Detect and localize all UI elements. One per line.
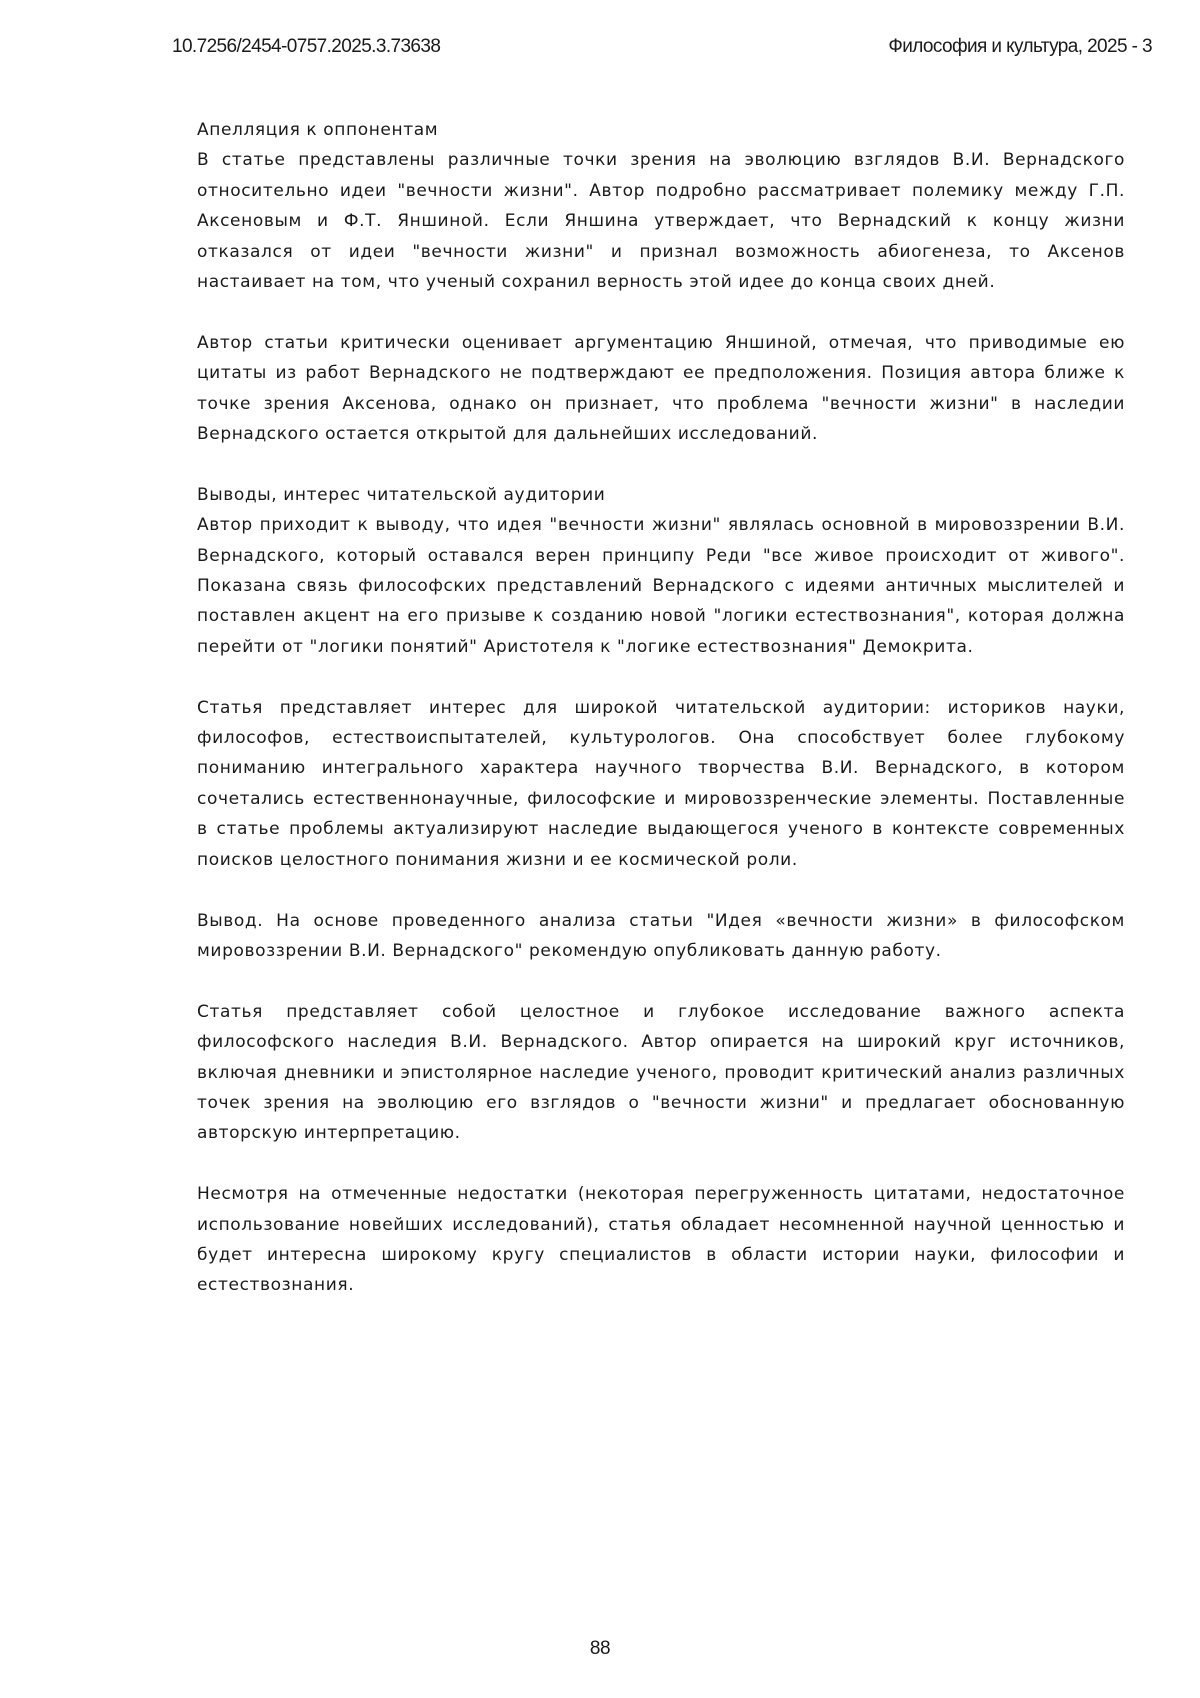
recommendation-paragraph: Вывод. На основе проведенного анализа статьи "Идея «вечности жизни» в философском мировоззрении В.И. Вернадского" рекомендую опубликовать данную работу. [197,906,1125,967]
page-number: 88 [0,1638,1200,1660]
journal-title: Философия и культура, 2025 - 3 [888,36,1152,58]
page-header [172,36,1152,62]
review-body [197,115,1125,1331]
conclusions-paragraph: Автор приходит к выводу, что идея "вечности жизни" являлась основной в мировоззрении В.И. Вернадского, который оставался верен принципу Реди "все живое происходит от живого". Показана связь философских представлений Вернадского с идеями античных мыслителей и поставлен акцент на его призыве к созданию новой "логики естествознания", которая должна перейти от "логики понятий" Аристотеля к "логике естествознания" Демокрита. [197,510,1125,662]
appeal-paragraph: В статье представлены различные точки зрения на эволюцию взглядов В.И. Вернадского относительно идеи "вечности жизни". Автор подробно рассматривает полемику между Г.П. Аксеновым и Ф.Т. Яншиной. Если Яншина утверждает, что Вернадский к концу жизни отказался от идеи "вечности жизни" и признал возможность абиогенеза, то Аксенов настаивает на том, что ученый сохранил верность этой идее до конца своих дней. [197,145,1125,297]
critique-paragraph: Автор статьи критически оценивает аргументацию Яншиной, отмечая, что приводимые ею цитаты из работ Вернадского не подтверждают ее предположения. Позиция автора ближе к точке зрения Аксенова, однако он признает, что проблема "вечности жизни" в наследии Вернадского остается открытой для дальнейших исследований. [197,328,1125,450]
assessment-paragraph: Статья представляет собой целостное и глубокое исследование важного аспекта философского наследия В.И. Вернадского. Автор опирается на широкий круг источников, включая дневники и эпистолярное наследие ученого, проводит критический анализ различных точек зрения на эволюцию его взглядов о "вечности жизни" и предлагает обоснованную авторскую интерпретацию. [197,997,1125,1149]
doi-label: 10.7256/2454-0757.2025.3.73638 [172,36,440,58]
conclusions-heading: Выводы, интерес читательской аудитории [197,480,1125,510]
conclusions-section [197,480,1125,662]
audience-paragraph: Статья представляет интерес для широкой читательской аудитории: историков науки, философов, естествоиспытателей, культурологов. Она способствует более глубокому пониманию интегрального характера научного творчества В.И. Вернадского, в котором сочетались естественнонаучные, философские и мировоззренческие элементы. Поставленные в статье проблемы актуализируют наследие выдающегося ученого в контексте современных поисков целостного понимания жизни и ее космической роли. [197,693,1125,875]
appeal-heading: Апелляция к оппонентам [197,115,1125,145]
appeal-section [197,115,1125,297]
final-paragraph: Несмотря на отмеченные недостатки (некоторая перегруженность цитатами, недостаточное использование новейших исследований), статья обладает несомненной научной ценностью и будет интересна широкому кругу специалистов в области истории науки, философии и естествознания. [197,1179,1125,1301]
